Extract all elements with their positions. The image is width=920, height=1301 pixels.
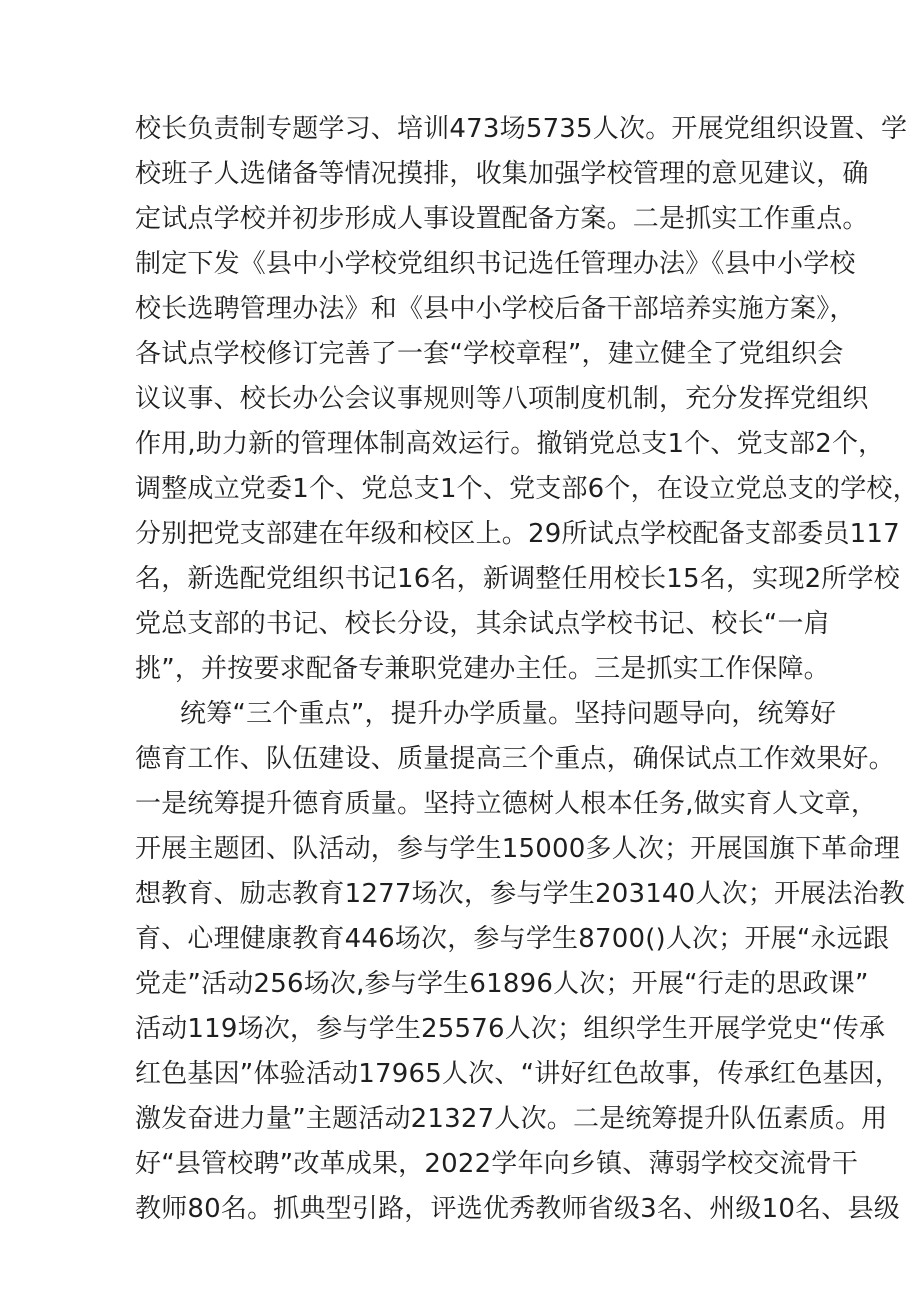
text-line: 调整成立党委1个、党总支1个、党支部6个，在设立党总支的学校， <box>135 474 919 504</box>
text-line: 教师80名。抓典型引路，评选优秀教师省级3名、州级10名、县级 <box>135 1194 900 1224</box>
text-line: 挑”，并按要求配备专兼职党建办主任。三是抓实工作保障。 <box>135 654 830 684</box>
text-line: 育、心理健康教育446场次，参与学生8700()人次；开展“永远跟 <box>135 924 890 954</box>
text-line: 一是统筹提升德育质量。坚持立德树人根本任务,做实育人文章， <box>135 789 878 819</box>
text-line: 好“县管校聘”改革成果，2022学年向乡镇、薄弱学校交流骨干 <box>135 1149 859 1179</box>
text-line: 党走”活动256场次,参与学生61896人次；开展“行走的思政课” <box>135 969 869 999</box>
text-line: 激发奋进力量”主题活动21327人次。二是统筹提升队伍素质。用 <box>135 1104 888 1134</box>
text-line: 校班子人选储备等情况摸排，收集加强学校管理的意见建议，确 <box>135 159 869 189</box>
text-line: 作用,助力新的管理体制高效运行。撤销党总支1个、党支部2个， <box>135 429 885 459</box>
paragraph-first-line: 统筹“三个重点”，提升办学质量。坚持问题导向，统筹好 <box>180 699 837 729</box>
text-line: 党总支部的书记、校长分设，其余试点学校书记、校长“一肩 <box>135 609 830 639</box>
text-line: 定试点学校并初步形成人事设置配备方案。二是抓实工作重点。 <box>135 204 869 234</box>
text-line: 红色基因”体验活动17965人次、“讲好红色故事，传承红色基因， <box>135 1059 902 1089</box>
text-line: 想教育、励志教育1277场次，参与学生203140人次；开展法治教 <box>135 879 906 909</box>
text-line: 开展主题团、队活动，参与学生15000多人次；开展国旗下革命理 <box>135 834 900 864</box>
text-line: 德育工作、队伍建设、质量提高三个重点，确保试点工作效果好。 <box>135 744 895 774</box>
text-line: 各试点学校修订完善了一套“学校章程”，建立健全了党组织会 <box>135 339 844 369</box>
text-line: 名，新选配党组织书记16名，新调整任用校长15名，实现2所学校 <box>135 564 900 594</box>
text-line: 分别把党支部建在年级和校区上。29所试点学校配备支部委员117 <box>135 519 900 549</box>
text-line: 活动119场次，参与学生25576人次；组织学生开展学党史“传承 <box>135 1014 886 1044</box>
text-line: 校长负责制专题学习、培训473场5735人次。开展党组织设置、学 <box>135 114 908 144</box>
text-line: 议议事、校长办公会议事规则等八项制度机制，充分发挥党组织 <box>135 384 869 414</box>
text-line: 制定下发《县中小学校党组织书记选任管理办法》《县中小学校 <box>135 249 856 279</box>
text-line: 校长选聘管理办法》和《县中小学校后备干部培养实施方案》， <box>135 294 856 324</box>
